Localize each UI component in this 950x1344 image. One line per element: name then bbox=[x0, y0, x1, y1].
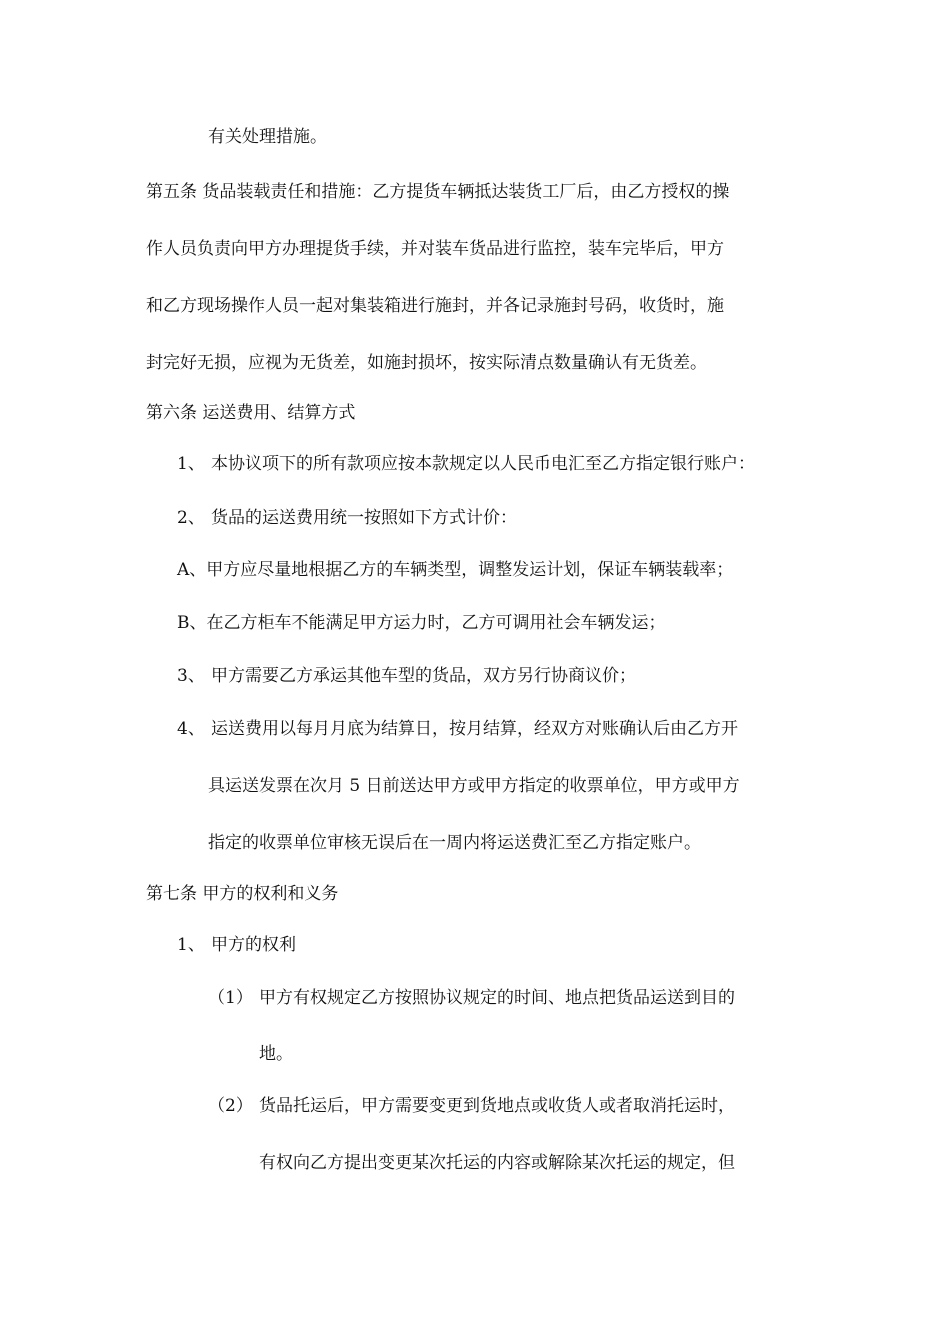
list-marker: 3、 bbox=[177, 666, 205, 686]
text-line: 指定的收票单位审核无误后在一周内将运送费汇至乙方指定账户。 bbox=[208, 833, 701, 853]
text-line: 有权向乙方提出变更某次托运的内容或解除某次托运的规定，但 bbox=[259, 1153, 735, 1173]
article-7-heading: 第七条 甲方的权利和义务 bbox=[146, 884, 339, 904]
list-item: 甲方的权利 bbox=[211, 935, 296, 955]
list-item: 货品的运送费用统一按照如下方式计价： bbox=[211, 508, 517, 528]
list-marker: （1） bbox=[208, 988, 253, 1008]
list-item: 本协议项下的所有款项应按本款规定以人民币电汇至乙方指定银行账户： bbox=[211, 454, 755, 474]
list-item: 甲方有权规定乙方按照协议规定的时间、地点把货品运送到目的 bbox=[259, 988, 735, 1008]
list-marker: 1、 bbox=[177, 454, 205, 474]
text-line: 地。 bbox=[259, 1044, 293, 1064]
text-line: 和乙方现场操作人员一起对集装箱进行施封，并各记录施封号码，收货时，施 bbox=[146, 296, 724, 316]
list-item: 甲方需要乙方承运其他车型的货品，双方另行协商议价； bbox=[211, 666, 636, 686]
text-line: 作人员负责向甲方办理提货手续，并对装车货品进行监控，装车完毕后，甲方 bbox=[146, 239, 724, 259]
sub-item-b: B、在乙方柜车不能满足甲方运力时，乙方可调用社会车辆发运； bbox=[177, 613, 666, 633]
list-marker: 2、 bbox=[177, 508, 205, 528]
text-line: 封完好无损，应视为无货差，如施封损坏，按实际清点数量确认有无货差。 bbox=[146, 353, 707, 373]
article-5-heading: 第五条 货品装载责任和措施：乙方提货车辆抵达装货工厂后，由乙方授权的操 bbox=[146, 182, 730, 202]
article-6-heading: 第六条 运送费用、结算方式 bbox=[146, 403, 356, 423]
list-marker: （2） bbox=[208, 1096, 253, 1116]
list-marker: 1、 bbox=[177, 935, 205, 955]
list-item: 货品托运后，甲方需要变更到货地点或收货人或者取消托运时， bbox=[259, 1096, 735, 1116]
text-line: 具运送发票在次月 5 日前送达甲方或甲方指定的收票单位，甲方或甲方 bbox=[208, 776, 740, 796]
list-item: 运送费用以每月月底为结算日，按月结算，经双方对账确认后由乙方开 bbox=[211, 719, 738, 739]
sub-item-a: A、甲方应尽量地根据乙方的车辆类型，调整发运计划，保证车辆装载率； bbox=[177, 560, 734, 580]
list-marker: 4、 bbox=[177, 719, 205, 739]
text-line: 有关处理措施。 bbox=[208, 127, 327, 147]
